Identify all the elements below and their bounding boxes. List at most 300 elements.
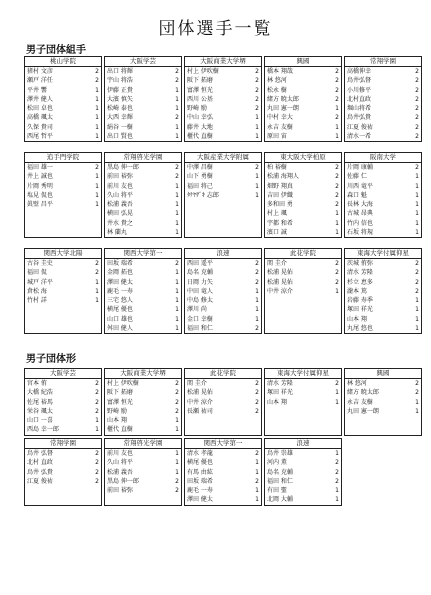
member-grade: 1 — [95, 191, 99, 199]
member-name: 小川修平 — [347, 86, 372, 94]
member-name: 澤田 健太 — [187, 496, 213, 504]
member-row — [345, 315, 421, 324]
member-name: 久山 将平 — [107, 191, 133, 199]
member-grade: 2 — [255, 398, 259, 406]
member-name: 清水一希 — [347, 133, 372, 141]
member-row — [345, 324, 421, 333]
member-row — [105, 305, 181, 314]
member-name: 澤井 健人 — [27, 95, 53, 103]
member-grade: 2 — [335, 260, 339, 267]
member-grade: 2 — [255, 269, 259, 277]
member-row — [345, 132, 421, 141]
member-row — [185, 172, 261, 181]
member-row — [25, 95, 101, 104]
member-grade: 2 — [415, 260, 419, 267]
member-row — [25, 416, 101, 425]
member-grade: 2 — [415, 389, 419, 397]
member-grade: 1 — [255, 114, 259, 122]
member-row — [185, 259, 261, 268]
member-grade: 1 — [175, 269, 179, 277]
member-name: 大橋 紀浩 — [27, 389, 53, 397]
member-name: 山本 翔 — [267, 398, 287, 406]
member-row — [265, 76, 341, 85]
member-row — [265, 259, 341, 268]
member-grade: 2 — [175, 380, 179, 387]
member-row — [105, 86, 181, 95]
member-name: 澤川 尚 — [187, 306, 207, 314]
member-row — [265, 191, 341, 200]
member-grade: 1 — [175, 105, 179, 113]
kumite-block-3 — [24, 248, 422, 334]
member-row — [185, 324, 261, 333]
member-grade: 1 — [335, 450, 339, 457]
member-name: 古城 昂典 — [347, 210, 373, 218]
team-table — [184, 248, 262, 334]
team-name: 此花学院 — [265, 249, 341, 259]
member-grade: 2 — [255, 278, 259, 286]
member-row — [105, 200, 181, 209]
member-grade: 1 — [95, 297, 99, 305]
member-row — [185, 76, 261, 85]
member-row — [105, 172, 181, 181]
team-name: 追手門学院 — [25, 153, 101, 163]
team-name: 常翔啓光学園 — [105, 153, 181, 163]
member-row — [345, 398, 421, 407]
member-row — [265, 388, 341, 397]
member-row — [265, 486, 341, 495]
member-row — [265, 123, 341, 132]
member-grade: 1 — [95, 173, 99, 181]
team-name: 大阪商業大学堺 — [105, 369, 181, 379]
member-name: 黒島 伸一郎 — [107, 164, 139, 171]
member-grade: 2 — [335, 191, 339, 199]
member-grade: 2 — [335, 459, 339, 467]
member-row — [345, 191, 421, 200]
member-row — [25, 172, 101, 181]
member-name: 横尾 優也 — [187, 459, 213, 467]
member-row — [345, 219, 421, 228]
member-row — [345, 388, 421, 397]
member-row — [185, 182, 261, 191]
member-row — [185, 388, 261, 397]
member-row — [345, 305, 421, 314]
member-name: 古谷 圭史 — [27, 260, 53, 267]
member-grade: 1 — [255, 459, 259, 467]
member-name: 眞壁 昌平 — [27, 201, 53, 209]
member-name: 鳥井弘貴 — [347, 114, 372, 122]
member-row — [345, 407, 421, 416]
member-row — [105, 425, 181, 434]
member-row — [105, 209, 181, 218]
team-table — [264, 248, 342, 334]
member-grade: 1 — [95, 133, 99, 141]
member-name: 井上 誠也 — [27, 173, 53, 181]
member-grade: 2 — [255, 407, 259, 415]
member-name: 櫃代 直樹 — [187, 133, 213, 141]
member-name: 中島 修太 — [187, 297, 213, 305]
member-row — [265, 182, 341, 191]
team-table — [184, 438, 262, 506]
team-table — [344, 248, 422, 334]
member-grade: 2 — [255, 77, 259, 85]
member-grade: 1 — [175, 426, 179, 434]
member-row — [25, 449, 101, 458]
member-row — [25, 182, 101, 191]
member-row — [185, 486, 261, 495]
member-name: 林 悠河 — [267, 77, 287, 85]
page-title: 団体選手一覧 — [158, 19, 273, 39]
member-row — [105, 278, 181, 287]
member-row — [265, 67, 341, 76]
member-row — [345, 296, 421, 305]
member-row — [105, 398, 181, 407]
team-name: 関西大学北陽 — [25, 249, 101, 259]
team-name: 興國 — [345, 369, 421, 379]
member-name: 北岡 大輔 — [267, 496, 293, 504]
member-grade: 2 — [335, 68, 339, 75]
member-row — [25, 458, 101, 467]
member-row — [185, 315, 261, 324]
member-row — [185, 113, 261, 122]
member-row — [105, 123, 181, 132]
member-row — [25, 278, 101, 287]
member-row — [25, 477, 101, 486]
member-grade: 2 — [335, 477, 339, 485]
member-row — [345, 76, 421, 85]
member-name: 関 圭介 — [267, 260, 287, 267]
team-name: 大阪学芸 — [25, 369, 101, 379]
member-name: 松永 樹 — [267, 86, 287, 94]
member-grade: 2 — [335, 173, 339, 181]
team-table — [104, 248, 182, 334]
member-name: 高橋伸幸 — [347, 68, 372, 75]
member-grade: 2 — [415, 114, 419, 122]
member-name: 金口 幸樹 — [187, 315, 213, 323]
member-grade: 1 — [335, 389, 339, 397]
member-row — [345, 113, 421, 122]
member-name: 川西 竜平 — [347, 182, 373, 190]
member-name: 北村 直政 — [27, 459, 53, 467]
member-name: 前川 友也 — [107, 450, 133, 457]
member-row — [185, 123, 261, 132]
member-name: 山本 翔 — [347, 315, 367, 323]
team-name: 阪南大学 — [345, 153, 421, 163]
member-grade: 1 — [175, 219, 179, 227]
section-heading-kata: 男子団体形 — [26, 354, 76, 365]
member-grade: 1 — [175, 417, 179, 425]
member-grade: 2 — [95, 164, 99, 171]
member-grade: 2 — [175, 77, 179, 85]
member-row — [105, 76, 181, 85]
member-row — [25, 398, 101, 407]
member-grade: 1 — [175, 297, 179, 305]
member-row — [105, 458, 181, 467]
team-table — [24, 368, 102, 436]
section-heading-kumite: 男子団体組手 — [26, 45, 86, 56]
team-table — [104, 368, 182, 436]
member-grade: 2 — [175, 389, 179, 397]
team-table — [264, 152, 342, 238]
member-grade: 1 — [95, 278, 99, 286]
team-table — [344, 56, 422, 142]
member-name: 福田 和仁 — [267, 477, 293, 485]
member-name: 金岡 拓也 — [107, 269, 133, 277]
member-row — [265, 287, 341, 296]
member-name: 片岡 康輔 — [347, 164, 373, 171]
member-name: 松浦 晃佑 — [267, 269, 293, 277]
member-grade: 2 — [95, 398, 99, 406]
member-name: 田坂 瑞希 — [107, 260, 133, 267]
member-grade: 1 — [335, 496, 339, 504]
member-name: 茨城 侑弥 — [347, 260, 373, 267]
member-name: 大西 幸輝 — [107, 114, 133, 122]
member-name: 舛田 健人 — [107, 325, 133, 333]
member-name: 江夏 俊祐 — [347, 123, 373, 131]
member-grade: 2 — [95, 380, 99, 387]
member-grade: 1 — [175, 450, 179, 457]
member-name: 西島 幸一郎 — [27, 426, 59, 434]
member-row — [25, 287, 101, 296]
member-name: 石坂 将規 — [347, 229, 373, 237]
member-name: 杉立 恵多 — [347, 278, 373, 286]
member-grade: 1 — [175, 201, 179, 209]
member-grade: 1 — [175, 468, 179, 476]
member-grade: 1 — [175, 459, 179, 467]
member-grade: 2 — [335, 201, 339, 209]
member-name: 宇都 和希 — [267, 219, 293, 227]
member-grade: 1 — [415, 398, 419, 406]
member-name: 山口 一喜 — [27, 417, 53, 425]
kata-block-1 — [24, 368, 422, 436]
member-name: 柏 裕樹 — [267, 164, 287, 171]
member-name: 大濱 慎矢 — [107, 95, 133, 103]
member-row — [265, 132, 341, 141]
member-name: 堀山将希 — [347, 105, 372, 113]
member-name: 多和田 勇 — [267, 201, 293, 209]
member-grade: 1 — [95, 95, 99, 103]
member-name: 長瀬 祐司 — [187, 407, 213, 415]
member-grade: 2 — [255, 68, 259, 75]
kata-block-2 — [24, 438, 342, 506]
member-row — [185, 296, 261, 305]
member-row — [265, 104, 341, 113]
member-name: 福田 雄一 — [27, 164, 53, 171]
member-name: 松浦 晃佑 — [267, 278, 293, 286]
member-row — [345, 95, 421, 104]
team-table — [104, 152, 182, 238]
member-grade: 1 — [415, 182, 419, 190]
member-name: 澤田 健太 — [107, 278, 133, 286]
member-grade: 1 — [335, 398, 339, 406]
member-name: 松浦 晃佑 — [187, 389, 213, 397]
member-row — [25, 132, 101, 141]
member-name: 前田 裕弥 — [107, 173, 133, 181]
member-name: 村上 伊吹樹 — [107, 380, 139, 387]
member-row — [105, 296, 181, 305]
member-grade: 2 — [255, 86, 259, 94]
member-row — [105, 416, 181, 425]
member-grade: 2 — [175, 114, 179, 122]
member-name: 倉松 海 — [27, 287, 47, 295]
member-name: 緒方 暁太郎 — [267, 95, 299, 103]
member-name: 林 悠河 — [347, 380, 367, 387]
member-row — [185, 104, 261, 113]
member-name: 前田 裕弥 — [107, 487, 133, 495]
member-row — [25, 200, 101, 209]
member-name: 清水 芳隆 — [347, 269, 373, 277]
member-name: 中山 幸弘 — [187, 114, 213, 122]
member-row — [105, 324, 181, 333]
member-name: 北村直政 — [347, 95, 372, 103]
member-grade: 1 — [175, 306, 179, 314]
member-grade: 1 — [415, 210, 419, 218]
team-name: 常翔学園 — [25, 439, 101, 449]
member-grade: 1 — [415, 219, 419, 227]
member-grade: 2 — [255, 389, 259, 397]
member-row — [25, 67, 101, 76]
member-grade: 1 — [335, 287, 339, 295]
member-row — [265, 449, 341, 458]
member-name: 江夏 俊祐 — [27, 477, 53, 485]
member-name: 丸尾 悠也 — [347, 325, 373, 333]
team-name: 興國 — [265, 57, 341, 67]
member-row — [25, 268, 101, 277]
member-row — [265, 398, 341, 407]
team-table — [24, 152, 102, 238]
member-grade: 2 — [255, 325, 259, 333]
member-name: ﾀｹﾔｻﾞｷ 志郎 — [187, 191, 219, 199]
member-name: 島名 克輔 — [267, 468, 293, 476]
member-row — [25, 388, 101, 397]
member-name: 黒島 伸一郎 — [107, 477, 139, 485]
team-name: 桃山学院 — [25, 57, 101, 67]
member-grade: 1 — [95, 287, 99, 295]
kumite-block-1 — [24, 56, 422, 142]
member-name: 村上 伊吹樹 — [187, 68, 219, 75]
member-row — [185, 86, 261, 95]
member-grade: 2 — [255, 450, 259, 457]
member-grade: 1 — [255, 487, 259, 495]
member-row — [345, 163, 421, 172]
member-grade: 2 — [335, 380, 339, 387]
member-row — [105, 477, 181, 486]
member-name: 出口 賢也 — [107, 133, 133, 141]
member-row — [265, 278, 341, 287]
team-name: 常翔学園 — [345, 57, 421, 67]
member-row — [345, 67, 421, 76]
team-name: 大阪産業大学附属 — [185, 153, 261, 163]
member-name: 宇山 将浩 — [107, 77, 133, 85]
team-name: 浪速 — [265, 439, 341, 449]
member-row — [185, 191, 261, 200]
member-grade: 1 — [175, 191, 179, 199]
member-name: 島名 克輔 — [187, 269, 213, 277]
member-grade: 1 — [415, 173, 419, 181]
member-name: 松浦 義吾 — [107, 201, 133, 209]
member-grade: 1 — [415, 407, 419, 415]
member-grade: 2 — [175, 164, 179, 171]
member-name: 阪下 拓磨 — [187, 77, 213, 85]
member-grade: 2 — [95, 450, 99, 457]
member-row — [105, 219, 181, 228]
member-grade: 1 — [255, 123, 259, 131]
team-name: 常翔啓光学園 — [105, 439, 181, 449]
member-name: 鳥井 弘督 — [27, 450, 53, 457]
member-grade: 1 — [415, 325, 419, 333]
member-name: 伊藤 正貴 — [107, 86, 133, 94]
member-name: 出口 将輝 — [107, 68, 133, 75]
team-name: 関西大学第一 — [185, 439, 261, 449]
team-table — [24, 56, 102, 142]
member-row — [105, 132, 181, 141]
member-name: 平井 響 — [27, 86, 47, 94]
member-name: 佐藤 仁 — [347, 173, 367, 181]
member-name: 鹿毛 一寿 — [107, 287, 133, 295]
member-name: 三宅 悠人 — [107, 297, 133, 305]
member-row — [25, 86, 101, 95]
member-name: 松崎 泰也 — [107, 105, 133, 113]
member-row — [345, 228, 421, 237]
member-grade: 2 — [415, 77, 419, 85]
member-row — [345, 172, 421, 181]
member-name: 宮本 侑 — [27, 380, 47, 387]
member-row — [265, 477, 341, 486]
member-grade: 2 — [175, 260, 179, 267]
member-row — [185, 305, 261, 314]
team-table — [104, 56, 182, 142]
member-grade: 1 — [335, 133, 339, 141]
member-grade: 1 — [255, 287, 259, 295]
team-name: 大阪商業大学堺 — [185, 57, 261, 67]
member-grade: 2 — [335, 164, 339, 171]
member-name: 塩見 侃也 — [27, 191, 53, 199]
member-grade: 2 — [415, 164, 419, 171]
member-name: 高橋 颯太 — [27, 114, 53, 122]
member-name: 横尾 優也 — [107, 306, 133, 314]
member-grade: 2 — [255, 105, 259, 113]
member-name: 松浦 義吾 — [107, 468, 133, 476]
member-grade: 2 — [335, 77, 339, 85]
team-table — [184, 56, 262, 142]
member-row — [345, 123, 421, 132]
member-name: 鳥井 弘貴 — [27, 468, 53, 476]
member-row — [25, 468, 101, 477]
member-row — [25, 259, 101, 268]
member-row — [25, 407, 101, 416]
member-grade: 2 — [415, 269, 419, 277]
member-row — [185, 268, 261, 277]
member-grade: 2 — [95, 407, 99, 415]
member-name: 中村 幸大 — [267, 114, 293, 122]
member-grade: 1 — [175, 133, 179, 141]
member-grade: 2 — [415, 68, 419, 75]
member-grade: 2 — [95, 389, 99, 397]
member-grade: 2 — [175, 477, 179, 485]
member-row — [345, 200, 421, 209]
member-grade: 2 — [415, 95, 419, 103]
member-grade: 1 — [335, 229, 339, 237]
member-name: 福田 将己 — [187, 182, 213, 190]
member-row — [345, 287, 421, 296]
member-grade: 1 — [175, 287, 179, 295]
member-row — [105, 287, 181, 296]
member-grade: 1 — [255, 191, 259, 199]
member-row — [25, 296, 101, 305]
member-grade: 1 — [175, 95, 179, 103]
kumite-block-2 — [24, 152, 422, 238]
member-grade: 2 — [255, 380, 259, 387]
member-grade: 1 — [175, 229, 179, 237]
